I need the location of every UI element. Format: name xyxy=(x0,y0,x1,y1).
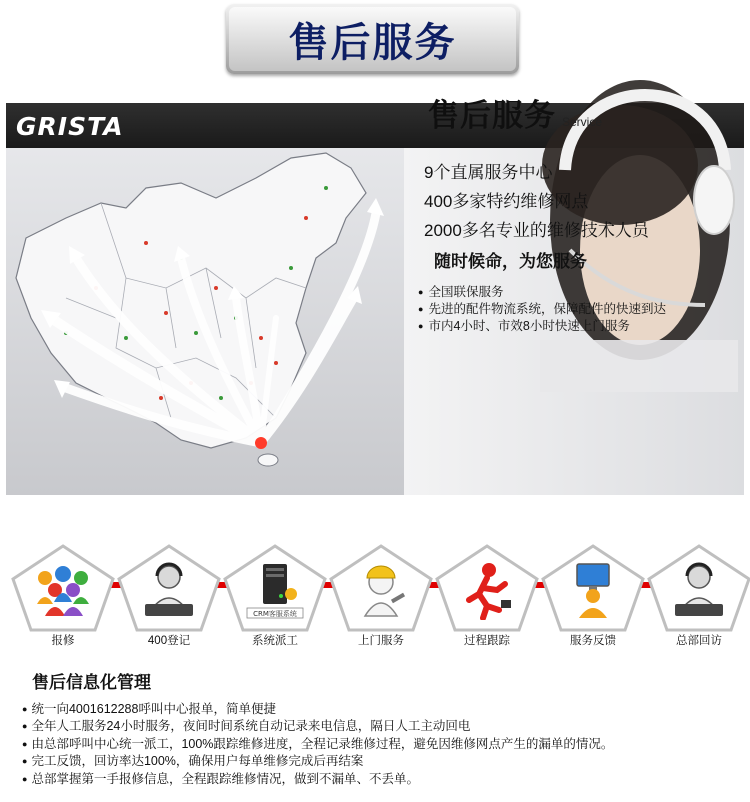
flow-step-report xyxy=(10,543,116,655)
service-title: 售后服务 xyxy=(428,98,556,133)
service-promise: 随时候命，为您服务 xyxy=(434,252,587,271)
service-heading xyxy=(428,90,602,135)
flow-step-label: 总部回访 xyxy=(676,635,722,647)
people-group-icon xyxy=(33,560,93,620)
info-item: ● 全年人工服务24小时服务，夜间时间系统自动记录来电信息，隔日人工主动回电 xyxy=(22,718,613,735)
highlight-technicians: 2000多名专业的维修技术人员 xyxy=(424,221,649,240)
info-item: ● 总部掌握第一手报修信息，全程跟踪维修情况，做到不漏单、不丢单。 xyxy=(22,771,613,788)
service-hub xyxy=(255,437,267,449)
flow-step-label: 上门服务 xyxy=(358,635,404,647)
feature-item: ● 全国联保服务 xyxy=(418,284,666,301)
brand-logo: GRISTA xyxy=(16,112,124,141)
flow-step-register xyxy=(116,543,222,655)
call-center-agent-icon xyxy=(139,560,199,620)
crm-caption: CRM客服系统 xyxy=(253,610,297,618)
flow-step-label: 报修 xyxy=(51,635,75,647)
map-illustration xyxy=(6,148,404,495)
highlight-outlets: 400多家特约维修网点 xyxy=(424,192,589,211)
flow-step-feedback xyxy=(540,543,646,655)
user-computer-icon xyxy=(563,560,623,620)
flow-step-dispatch xyxy=(222,543,328,655)
service-subtitle: Service xyxy=(562,115,603,129)
info-section-title: 售后信息化管理 xyxy=(32,673,151,692)
map-island xyxy=(258,454,278,466)
red-runner-icon xyxy=(457,560,517,620)
feature-item: ● 先进的配件物流系统，保障配件的快速到达 xyxy=(418,301,666,318)
flow-step-label: 过程跟踪 xyxy=(464,635,510,647)
feature-item: ● 市内4小时、市效8小时快速上门服务 xyxy=(418,318,666,335)
flow-step-tracking xyxy=(434,543,540,655)
china-service-map xyxy=(6,148,404,495)
crm-server-icon xyxy=(245,560,305,620)
info-item: ● 统一向4001612288呼叫中心报单，简单便捷 xyxy=(22,701,613,718)
flow-step-label: 400登记 xyxy=(147,635,191,647)
info-item: ● 由总部呼叫中心统一派工，100%跟踪维修进度，全程记录维修过程，避免因维修网点产生的漏单的情况。 xyxy=(22,736,613,753)
technician-helmet-icon xyxy=(351,560,411,620)
info-item: ● 完工反馈，回访率达100%，确保用户每单维修完成后再结案 xyxy=(22,753,613,770)
info-list xyxy=(22,701,613,788)
headquarters-agent-icon xyxy=(669,560,729,620)
flow-step-label: 系统派工 xyxy=(252,635,298,647)
highlight-centers: 9个直属服务中心 xyxy=(424,163,553,182)
feature-list xyxy=(418,284,666,335)
page-title: 售后服务 xyxy=(288,20,457,65)
flow-step-onsite xyxy=(328,543,434,655)
flow-step-label: 服务反馈 xyxy=(570,635,616,647)
flow-step-revisit xyxy=(646,543,750,655)
